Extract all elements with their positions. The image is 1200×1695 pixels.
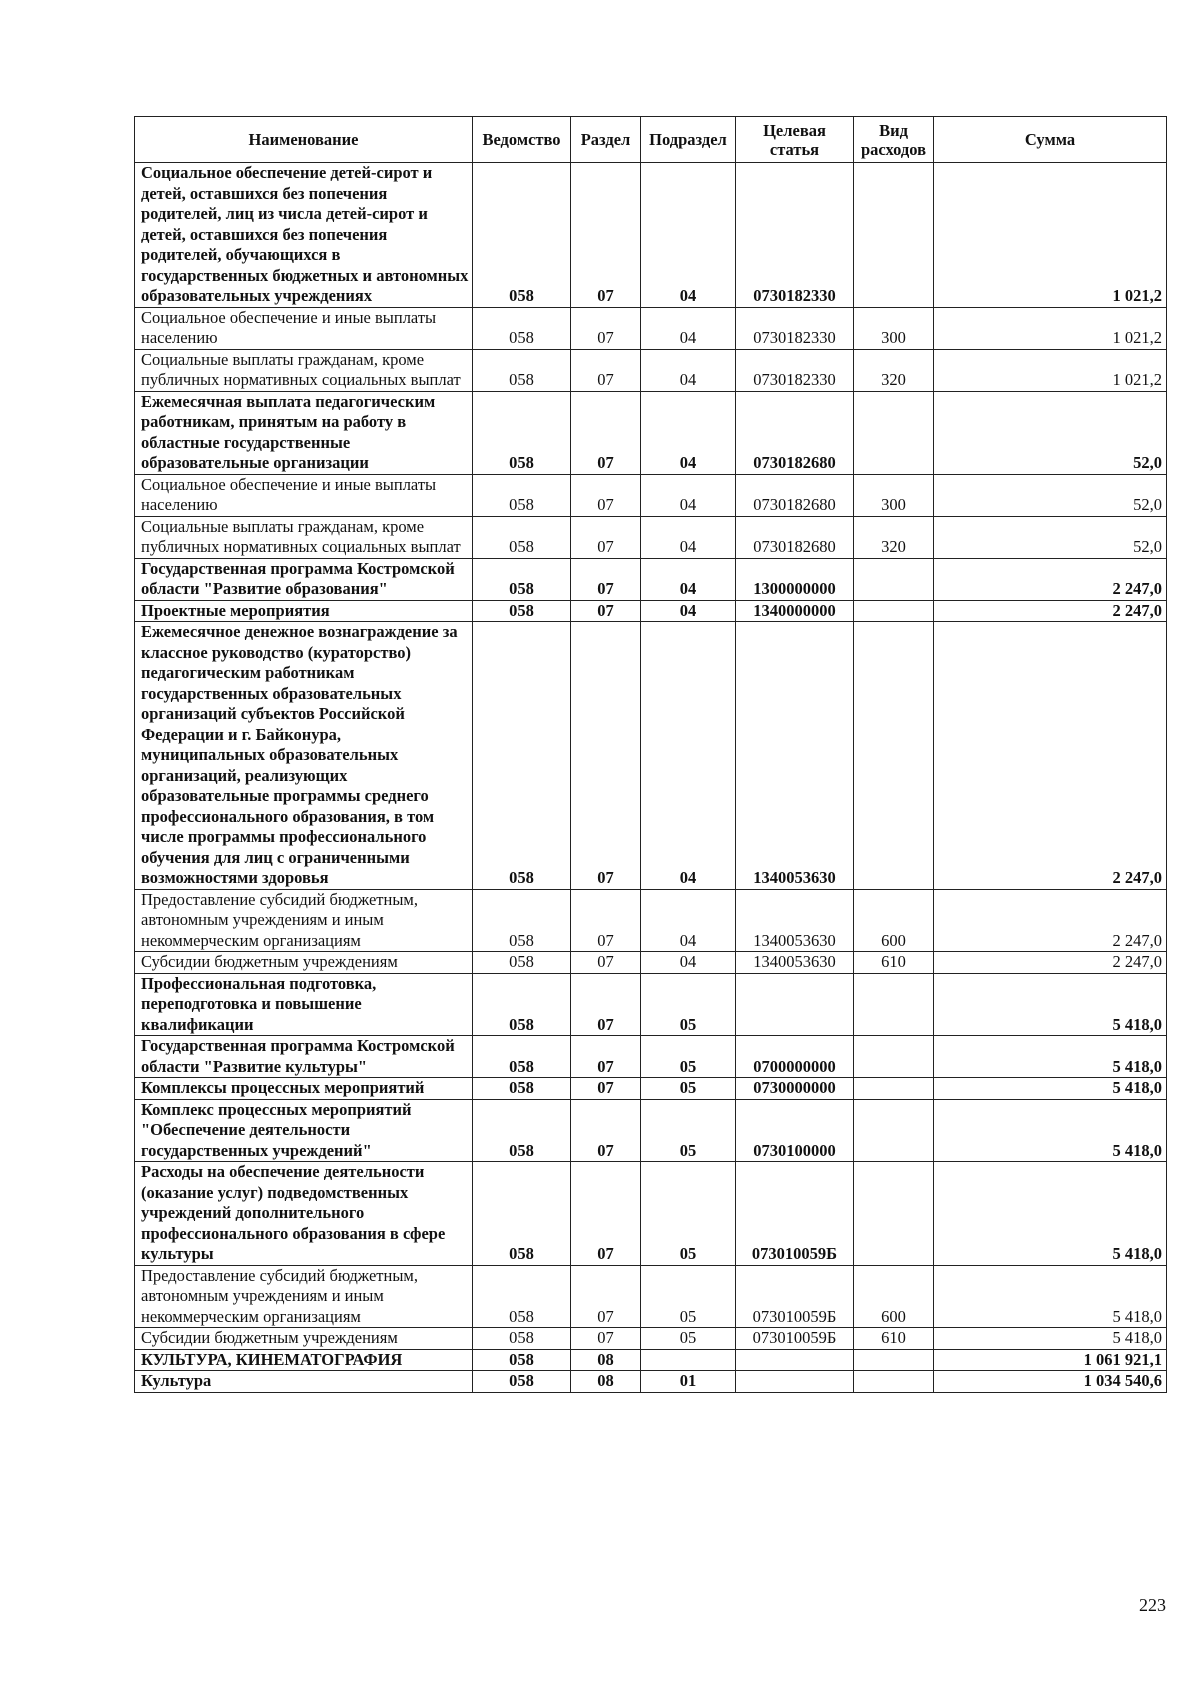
row-department: 058 <box>473 1078 571 1100</box>
row-department: 058 <box>473 889 571 952</box>
row-section: 07 <box>571 1078 641 1100</box>
row-department: 058 <box>473 558 571 600</box>
row-amount: 5 418,0 <box>934 1162 1167 1266</box>
row-target-article: 1340053630 <box>736 952 854 974</box>
row-subsection <box>641 1349 736 1371</box>
row-subsection: 05 <box>641 1328 736 1350</box>
row-amount: 2 247,0 <box>934 952 1167 974</box>
row-amount: 5 418,0 <box>934 1099 1167 1162</box>
row-department: 058 <box>473 600 571 622</box>
row-target-article: 1340000000 <box>736 600 854 622</box>
table-row <box>135 889 1167 952</box>
row-target-article: 0730182330 <box>736 349 854 391</box>
row-expense-type <box>854 558 934 600</box>
row-subsection: 04 <box>641 349 736 391</box>
row-amount: 5 418,0 <box>934 1328 1167 1350</box>
row-section: 07 <box>571 307 641 349</box>
row-expense-type <box>854 973 934 1036</box>
row-expense-type <box>854 1078 934 1100</box>
row-expense-type: 600 <box>854 1265 934 1328</box>
row-amount: 5 418,0 <box>934 973 1167 1036</box>
row-section: 07 <box>571 516 641 558</box>
row-section: 07 <box>571 889 641 952</box>
table-row <box>135 1371 1167 1393</box>
row-subsection: 04 <box>641 558 736 600</box>
row-expense-type <box>854 1099 934 1162</box>
header-subsection: Подраздел <box>641 117 736 163</box>
row-amount: 52,0 <box>934 474 1167 516</box>
table-row <box>135 600 1167 622</box>
row-subsection: 05 <box>641 1099 736 1162</box>
page-number: 223 <box>1139 1595 1166 1615</box>
row-amount: 1 034 540,6 <box>934 1371 1167 1393</box>
row-department: 058 <box>473 973 571 1036</box>
header-target-article: Целевая статья <box>736 117 854 163</box>
table-row <box>135 1328 1167 1350</box>
table-row <box>135 973 1167 1036</box>
row-department: 058 <box>473 349 571 391</box>
row-subsection: 04 <box>641 391 736 474</box>
row-section: 07 <box>571 622 641 890</box>
row-target-article <box>736 973 854 1036</box>
row-amount: 1 061 921,1 <box>934 1349 1167 1371</box>
row-name: Ежемесячное денежное вознаграждение за классное руководство (кураторство) педагогическим работникам государственных образовательных организаций субъектов Российской Федерации и г. Байконура, муниципальных образовательных организаций, реализующих образовательные программы среднего профессионального образования, в том числе программы профессионального обучения для лиц с ограниченными возможностями здоровья <box>135 622 473 890</box>
row-amount: 52,0 <box>934 391 1167 474</box>
row-target-article <box>736 1349 854 1371</box>
row-subsection: 01 <box>641 1371 736 1393</box>
row-subsection: 05 <box>641 1162 736 1266</box>
row-expense-type <box>854 1162 934 1266</box>
row-name: Комплекс процессных мероприятий "Обеспечение деятельности государственных учреждений" <box>135 1099 473 1162</box>
table-row <box>135 952 1167 974</box>
row-name: Комплексы процессных мероприятий <box>135 1078 473 1100</box>
row-section: 07 <box>571 558 641 600</box>
row-name: Субсидии бюджетным учреждениям <box>135 952 473 974</box>
row-department: 058 <box>473 516 571 558</box>
row-expense-type: 610 <box>854 1328 934 1350</box>
row-subsection: 04 <box>641 307 736 349</box>
row-name: Социальное обеспечение и иные выплаты населению <box>135 307 473 349</box>
row-department: 058 <box>473 622 571 890</box>
row-amount: 5 418,0 <box>934 1265 1167 1328</box>
row-name: Проектные мероприятия <box>135 600 473 622</box>
row-department: 058 <box>473 474 571 516</box>
row-name: КУЛЬТУРА, КИНЕМАТОГРАФИЯ <box>135 1349 473 1371</box>
row-department: 058 <box>473 1099 571 1162</box>
row-department: 058 <box>473 1265 571 1328</box>
row-subsection: 04 <box>641 474 736 516</box>
header-name: Наименование <box>135 117 473 163</box>
table-row <box>135 1265 1167 1328</box>
row-expense-type <box>854 1036 934 1078</box>
row-section: 07 <box>571 1162 641 1266</box>
row-section: 07 <box>571 952 641 974</box>
row-name: Социальное обеспечение детей-сирот и детей, оставшихся без попечения родителей, лиц из числа детей-сирот и детей, оставшихся без попечения родителей, обучающихся в государственных бюджетных и автономных образовательных учреждениях <box>135 163 473 308</box>
row-name: Субсидии бюджетным учреждениям <box>135 1328 473 1350</box>
row-department: 058 <box>473 1328 571 1350</box>
row-subsection: 04 <box>641 889 736 952</box>
row-section: 08 <box>571 1371 641 1393</box>
row-section: 08 <box>571 1349 641 1371</box>
row-department: 058 <box>473 1349 571 1371</box>
row-target-article: 1300000000 <box>736 558 854 600</box>
row-department: 058 <box>473 952 571 974</box>
table-row <box>135 1078 1167 1100</box>
row-amount: 5 418,0 <box>934 1078 1167 1100</box>
row-target-article: 0730000000 <box>736 1078 854 1100</box>
row-name: Профессиональная подготовка, переподготовка и повышение квалификации <box>135 973 473 1036</box>
row-expense-type: 300 <box>854 307 934 349</box>
row-name: Государственная программа Костромской области "Развитие культуры" <box>135 1036 473 1078</box>
budget-table-container <box>134 116 1166 1393</box>
row-amount: 52,0 <box>934 516 1167 558</box>
table-row <box>135 516 1167 558</box>
row-target-article: 0730182330 <box>736 307 854 349</box>
row-section: 07 <box>571 600 641 622</box>
row-name: Предоставление субсидий бюджетным, автономным учреждениям и иным некоммерческим организациям <box>135 1265 473 1328</box>
row-amount: 2 247,0 <box>934 889 1167 952</box>
row-amount: 2 247,0 <box>934 558 1167 600</box>
row-section: 07 <box>571 1036 641 1078</box>
row-target-article: 073010059Б <box>736 1328 854 1350</box>
row-subsection: 05 <box>641 1036 736 1078</box>
table-row <box>135 1036 1167 1078</box>
row-department: 058 <box>473 1162 571 1266</box>
table-row <box>135 391 1167 474</box>
row-expense-type: 320 <box>854 349 934 391</box>
row-department: 058 <box>473 307 571 349</box>
row-name: Социальные выплаты гражданам, кроме публичных нормативных социальных выплат <box>135 516 473 558</box>
row-target-article <box>736 1371 854 1393</box>
row-name: Культура <box>135 1371 473 1393</box>
table-body <box>135 163 1167 1393</box>
row-expense-type <box>854 163 934 308</box>
table-row <box>135 307 1167 349</box>
header-department: Ведомство <box>473 117 571 163</box>
row-section: 07 <box>571 1265 641 1328</box>
row-subsection: 04 <box>641 600 736 622</box>
row-target-article: 0730182680 <box>736 391 854 474</box>
row-name: Социальные выплаты гражданам, кроме публичных нормативных социальных выплат <box>135 349 473 391</box>
row-subsection: 04 <box>641 622 736 890</box>
row-amount: 2 247,0 <box>934 622 1167 890</box>
header-section: Раздел <box>571 117 641 163</box>
row-amount: 1 021,2 <box>934 307 1167 349</box>
row-target-article: 0700000000 <box>736 1036 854 1078</box>
row-department: 058 <box>473 163 571 308</box>
row-target-article: 073010059Б <box>736 1265 854 1328</box>
row-department: 058 <box>473 1371 571 1393</box>
row-name: Ежемесячная выплата педагогическим работникам, принятым на работу в областные государственные образовательные организации <box>135 391 473 474</box>
table-row <box>135 558 1167 600</box>
row-amount: 2 247,0 <box>934 600 1167 622</box>
row-expense-type <box>854 391 934 474</box>
row-expense-type: 610 <box>854 952 934 974</box>
row-department: 058 <box>473 1036 571 1078</box>
row-target-article: 1340053630 <box>736 622 854 890</box>
row-target-article: 073010059Б <box>736 1162 854 1266</box>
table-row <box>135 474 1167 516</box>
table-header-row <box>135 117 1167 163</box>
row-section: 07 <box>571 1099 641 1162</box>
row-name: Предоставление субсидий бюджетным, автономным учреждениям и иным некоммерческим организациям <box>135 889 473 952</box>
row-target-article: 0730182680 <box>736 474 854 516</box>
row-section: 07 <box>571 973 641 1036</box>
row-target-article: 1340053630 <box>736 889 854 952</box>
row-section: 07 <box>571 391 641 474</box>
row-subsection: 05 <box>641 1265 736 1328</box>
row-expense-type: 320 <box>854 516 934 558</box>
table-row <box>135 349 1167 391</box>
row-section: 07 <box>571 474 641 516</box>
row-subsection: 04 <box>641 952 736 974</box>
row-target-article: 0730182680 <box>736 516 854 558</box>
row-name: Социальное обеспечение и иные выплаты населению <box>135 474 473 516</box>
row-expense-type <box>854 1371 934 1393</box>
row-subsection: 05 <box>641 1078 736 1100</box>
budget-table <box>134 116 1167 1393</box>
table-row <box>135 1349 1167 1371</box>
row-target-article: 0730100000 <box>736 1099 854 1162</box>
row-name: Государственная программа Костромской области "Развитие образования" <box>135 558 473 600</box>
row-amount: 1 021,2 <box>934 163 1167 308</box>
row-amount: 5 418,0 <box>934 1036 1167 1078</box>
row-department: 058 <box>473 391 571 474</box>
row-name: Расходы на обеспечение деятельности (оказание услуг) подведомственных учреждений дополнительного профессионального образования в сфере культуры <box>135 1162 473 1266</box>
row-target-article: 0730182330 <box>736 163 854 308</box>
table-row <box>135 622 1167 890</box>
row-expense-type <box>854 622 934 890</box>
row-expense-type <box>854 600 934 622</box>
row-subsection: 04 <box>641 163 736 308</box>
table-row <box>135 1099 1167 1162</box>
row-expense-type: 300 <box>854 474 934 516</box>
row-expense-type <box>854 1349 934 1371</box>
row-section: 07 <box>571 1328 641 1350</box>
header-amount: Сумма <box>934 117 1167 163</box>
row-expense-type: 600 <box>854 889 934 952</box>
row-section: 07 <box>571 349 641 391</box>
row-amount: 1 021,2 <box>934 349 1167 391</box>
table-row <box>135 1162 1167 1266</box>
row-subsection: 05 <box>641 973 736 1036</box>
table-row <box>135 163 1167 308</box>
header-expense-type: Вид расходов <box>854 117 934 163</box>
row-subsection: 04 <box>641 516 736 558</box>
row-section: 07 <box>571 163 641 308</box>
